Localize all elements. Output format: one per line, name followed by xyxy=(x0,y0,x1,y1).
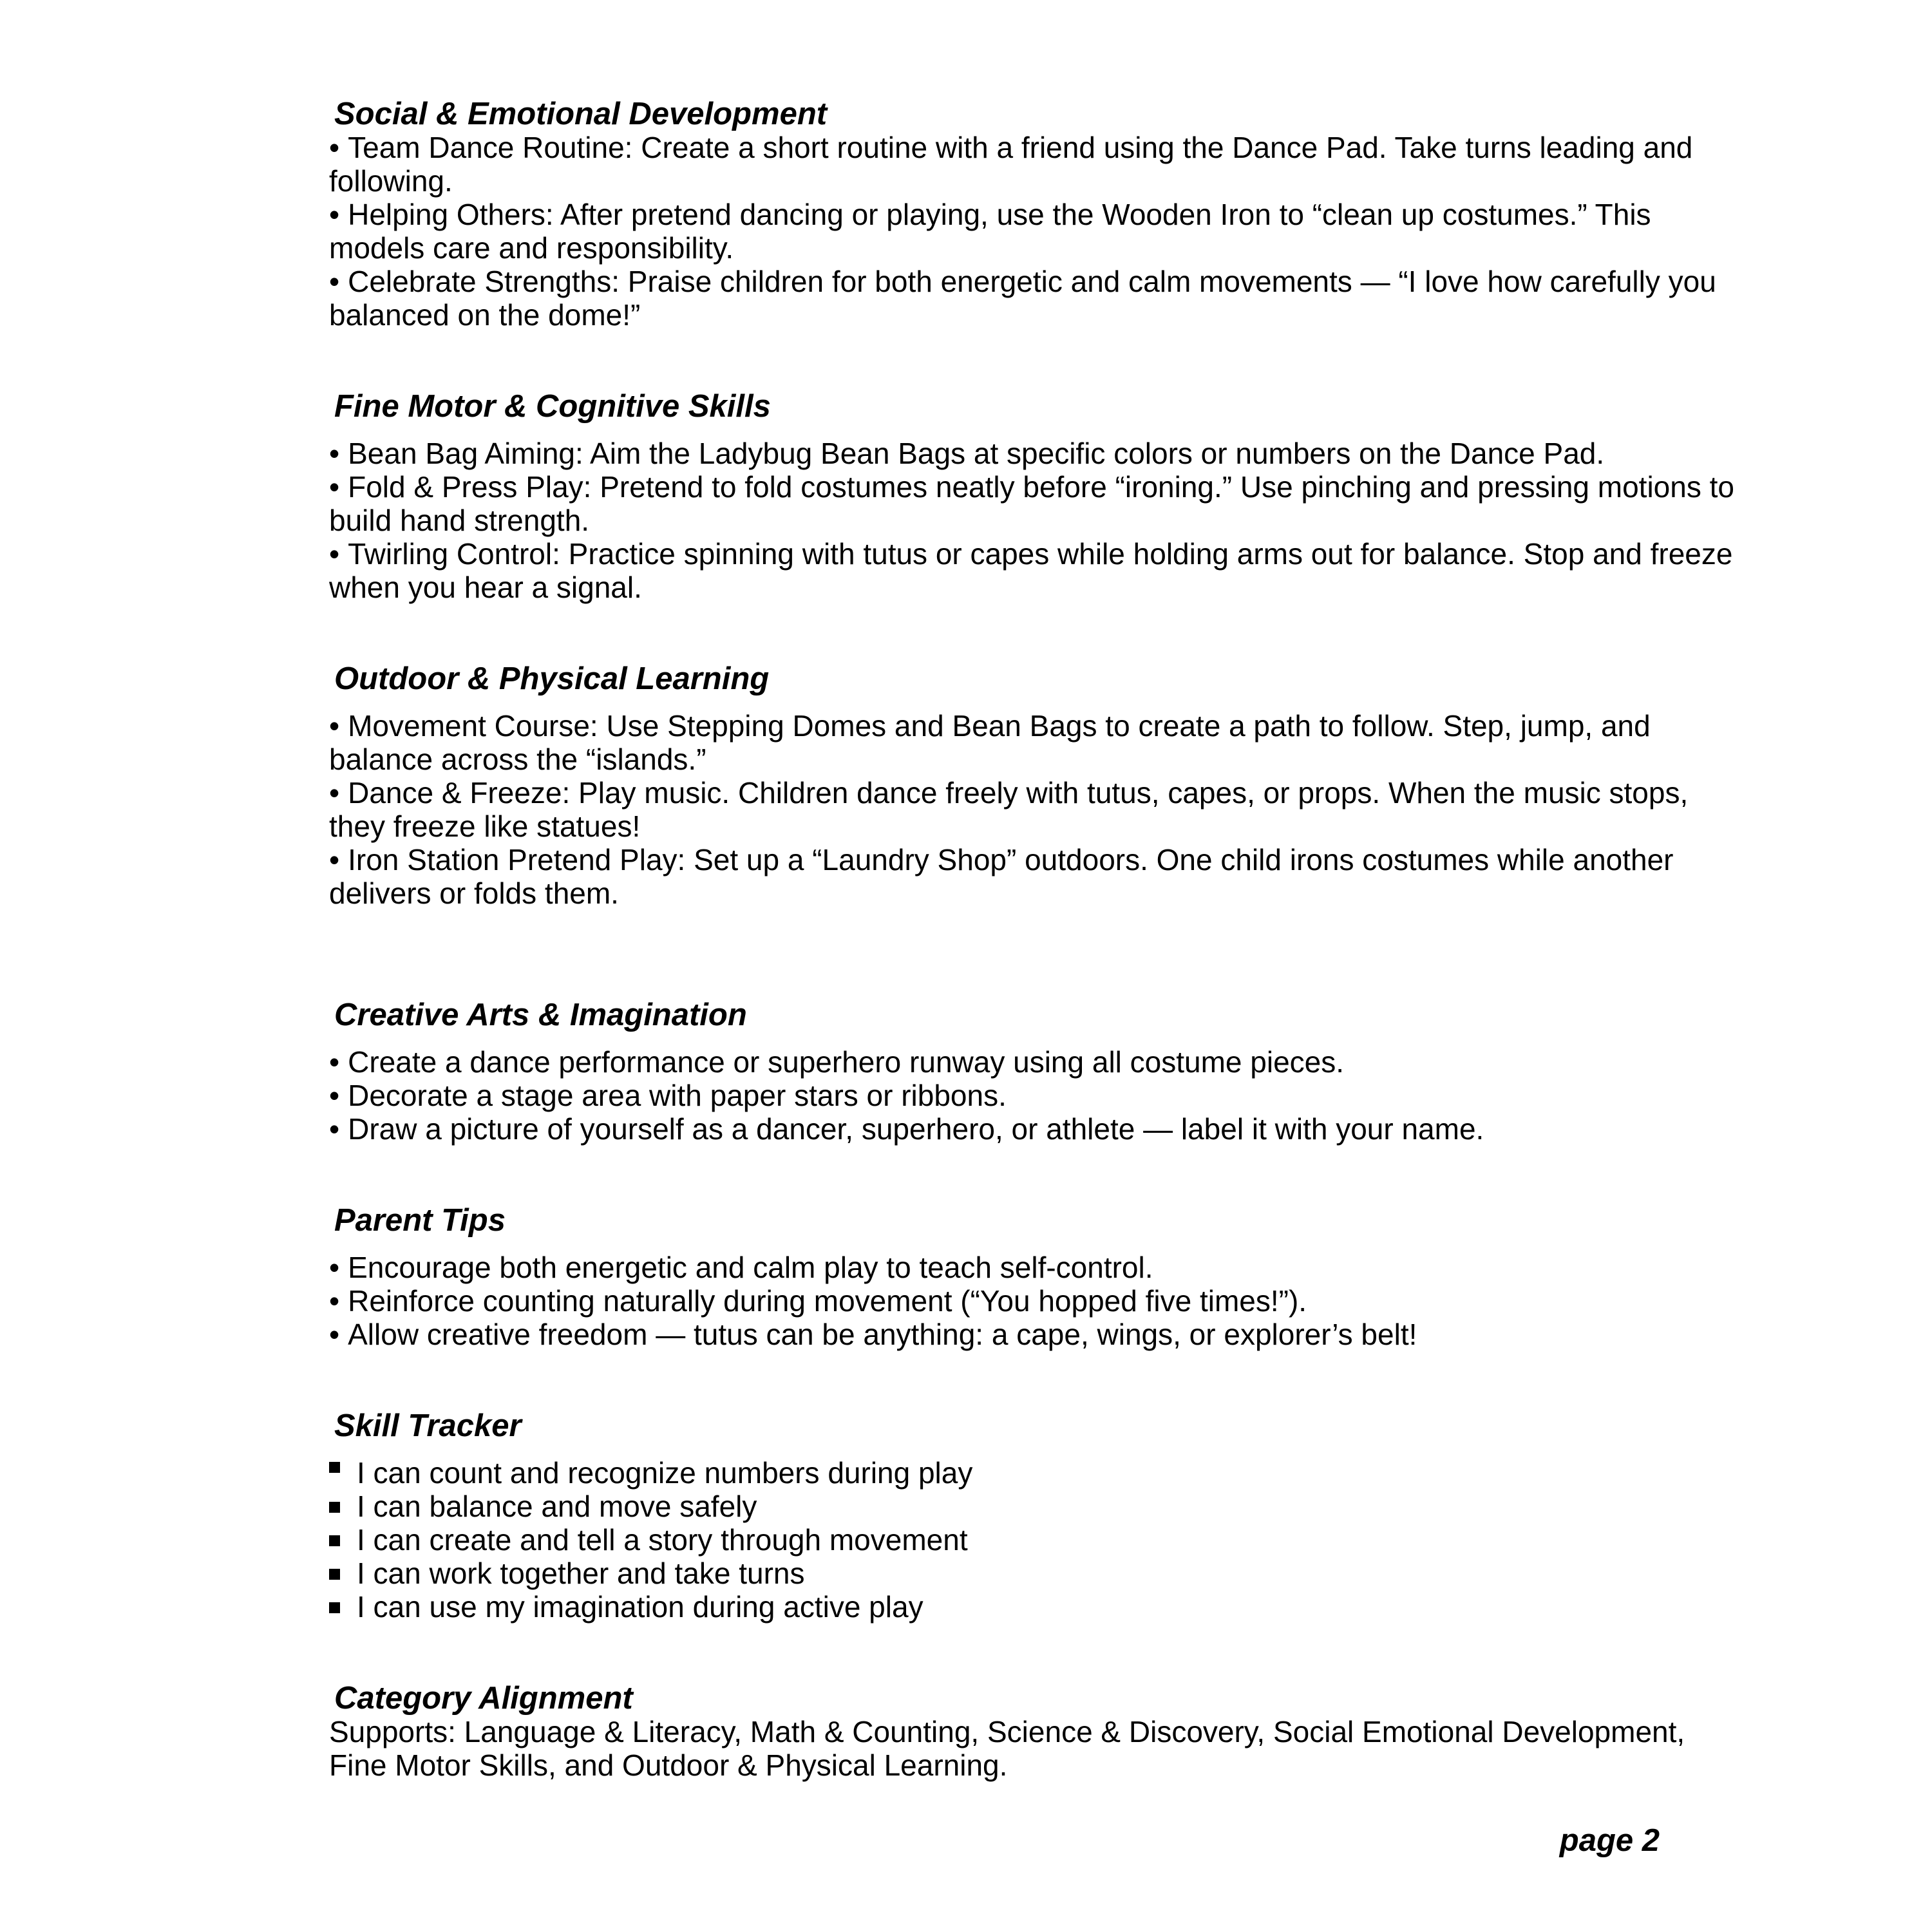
section-heading: Outdoor & Physical Learning xyxy=(334,661,770,696)
bullet-icon: • xyxy=(329,437,340,470)
skill-text: I can balance and move safely xyxy=(357,1490,757,1523)
section-social-emotional-development xyxy=(329,97,1746,332)
bullet-text: Movement Course: Use Stepping Domes and Bean Bags to create a path to follow. Step, jump, and balance across the “islands.” xyxy=(329,709,1651,776)
section-category-alignment xyxy=(329,1681,1746,1782)
bullet-item xyxy=(329,1079,1746,1112)
bullet-icon: • xyxy=(329,843,340,876)
skill-item xyxy=(329,1456,1746,1490)
bullet-text: Draw a picture of yourself as a dancer, superhero, or athlete — label it with your name. xyxy=(348,1112,1484,1146)
bullet-icon: • xyxy=(329,1112,340,1146)
square-bullet-icon xyxy=(329,1602,340,1613)
section-skill-tracker xyxy=(329,1409,1746,1624)
section-creative-arts-imagination xyxy=(329,998,1746,1146)
section-heading: Fine Motor & Cognitive Skills xyxy=(334,389,771,424)
bullet-text: Allow creative freedom — tutus can be anything: a cape, wings, or explorer’s belt! xyxy=(348,1318,1417,1351)
bullet-icon: • xyxy=(329,537,340,571)
skill-text: I can create and tell a story through movement xyxy=(357,1523,968,1557)
bullet-text: Iron Station Pretend Play: Set up a “Laundry Shop” outdoors. One child irons costumes while another delivers or folds them. xyxy=(329,843,1674,910)
bullet-text: Create a dance performance or superhero runway using all costume pieces. xyxy=(348,1045,1345,1079)
bullet-icon: • xyxy=(329,198,340,231)
section-heading: Skill Tracker xyxy=(334,1408,522,1443)
document-content xyxy=(329,97,1746,1857)
section-parent-tips xyxy=(329,1204,1746,1351)
bullet-icon: • xyxy=(329,1284,340,1318)
bullet-text: Team Dance Routine: Create a short routine with a friend using the Dance Pad. Take turns leading and following. xyxy=(329,131,1693,198)
bullet-text: Celebrate Strengths: Praise children for both energetic and calm movements — “I love how carefully you balanced on the dome!” xyxy=(329,265,1716,332)
section-fine-motor-cognitive-skills xyxy=(329,390,1746,604)
section-heading: Social & Emotional Development xyxy=(334,97,828,131)
bullet-item xyxy=(329,709,1746,776)
bullet-item xyxy=(329,776,1746,843)
bullet-icon: • xyxy=(329,709,340,743)
skill-text: I can use my imagination during active play xyxy=(357,1590,923,1624)
bullet-text: Dance & Freeze: Play music. Children dance freely with tutus, capes, or props. When the music stops, they freeze like statues! xyxy=(329,776,1689,843)
bullet-item xyxy=(329,265,1746,332)
bullet-item xyxy=(329,1112,1746,1146)
bullet-item xyxy=(329,198,1746,265)
skill-text: I can count and recognize numbers during play xyxy=(357,1456,973,1490)
square-bullet-icon xyxy=(329,1462,340,1473)
bullet-text: Reinforce counting naturally during movement (“You hopped five times!”). xyxy=(348,1284,1307,1318)
bullet-icon: • xyxy=(329,1045,340,1079)
bullet-icon: • xyxy=(329,1079,340,1112)
bullet-text: Decorate a stage area with paper stars or ribbons. xyxy=(348,1079,1007,1112)
bullet-item xyxy=(329,470,1746,537)
bullet-item xyxy=(329,1251,1746,1284)
bullet-icon: • xyxy=(329,265,340,298)
bullet-text: Bean Bag Aiming: Aim the Ladybug Bean Bags at specific colors or numbers on the Dance Pad. xyxy=(348,437,1605,470)
bullet-icon: • xyxy=(329,131,340,164)
bullet-text: Fold & Press Play: Pretend to fold costumes neatly before “ironing.” Use pinching and pressing motions to build hand strength. xyxy=(329,470,1734,537)
skill-item xyxy=(329,1557,1746,1590)
page-number: page 2 xyxy=(1559,1823,1660,1858)
section-heading: Parent Tips xyxy=(334,1203,506,1238)
bullet-item xyxy=(329,1318,1746,1351)
section-heading: Category Alignment xyxy=(334,1681,633,1716)
skill-text: I can work together and take turns xyxy=(357,1557,805,1590)
bullet-icon: • xyxy=(329,470,340,504)
bullet-item xyxy=(329,1045,1746,1079)
bullet-item xyxy=(329,843,1746,910)
section-heading: Creative Arts & Imagination xyxy=(334,998,747,1032)
bullet-item xyxy=(329,437,1746,470)
skill-item xyxy=(329,1490,1746,1523)
bullet-item xyxy=(329,131,1746,198)
bullet-text: Twirling Control: Practice spinning with tutus or capes while holding arms out for balance. Stop and freeze when you hear a signal. xyxy=(329,537,1733,604)
skill-item xyxy=(329,1523,1746,1557)
square-bullet-icon xyxy=(329,1502,340,1513)
square-bullet-icon xyxy=(329,1535,340,1546)
bullet-icon: • xyxy=(329,1318,340,1351)
section-outdoor-physical-learning xyxy=(329,662,1746,910)
bullet-text: Encourage both energetic and calm play to teach self-control. xyxy=(348,1251,1153,1284)
bullet-text: Helping Others: After pretend dancing or playing, use the Wooden Iron to “clean up costumes.” This models care and responsibility. xyxy=(329,198,1651,265)
bullet-icon: • xyxy=(329,776,340,810)
category-alignment-text: Supports: Language & Literacy, Math & Counting, Science & Discovery, Social Emotional Development, Fine Motor Skills, and Outdoor & Physical Learning. xyxy=(329,1715,1685,1782)
square-bullet-icon xyxy=(329,1569,340,1580)
skill-item xyxy=(329,1590,1746,1624)
bullet-item xyxy=(329,537,1746,604)
bullet-icon: • xyxy=(329,1251,340,1284)
bullet-item xyxy=(329,1284,1746,1318)
